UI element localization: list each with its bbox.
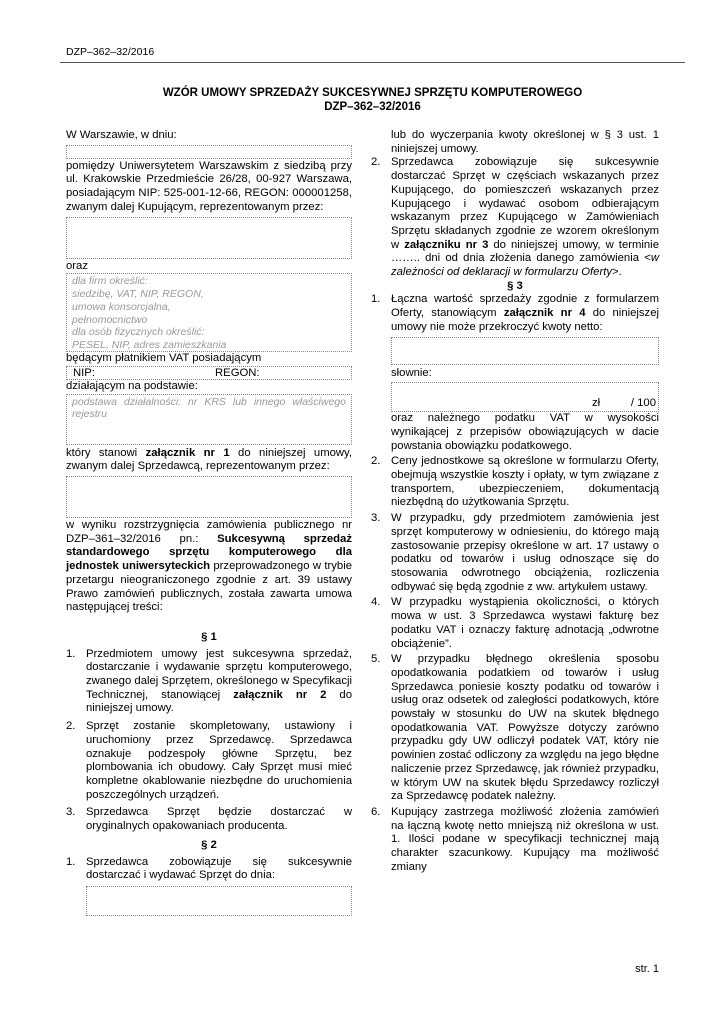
section-3-heading: § 3 bbox=[507, 279, 523, 292]
hint-line: dla osób fizycznych określić: bbox=[72, 326, 205, 339]
seller-details-field[interactable] bbox=[66, 273, 352, 352]
vat-payer-label: będącym płatnikiem VAT posiadającym bbox=[66, 352, 262, 365]
list-item: 2. Sprzęt zostanie skompletowany, ustawiony i uruchomiony przez Sprzedawcę. Sprzedawca oznakuje podzespoły główne Sprzętu, bez plombowania ich obudowy. Cały Sprzęt musi mieć kompletne okablowanie niezbędne do uruchomienia poszczególnych urządzeń. bbox=[66, 720, 352, 801]
acting-basis-field[interactable] bbox=[66, 394, 352, 445]
vat-text: oraz należnego podatku VAT w wysokości wynikającej z przepisów obowiązujących w dacie powstania obowiązku podatkowego. bbox=[391, 412, 659, 452]
list-item: 4. W przypadku wystąpienia okoliczności, o których mowa w ust. 3 Sprzedawca wystawi fakturę bez podatku VAT i oznaczy fakturę adnotacją „odwrotne obciążenie”. bbox=[371, 596, 659, 650]
page-number: str. 1 bbox=[635, 963, 659, 975]
date-field[interactable] bbox=[66, 145, 352, 159]
right-column bbox=[371, 129, 659, 874]
procurement-paragraph: w wyniku rozstrzygnięcia zamówienia publicznego nr DZP–361–32/2016 pn.: Sukcesywną sprzedaż standardowego sprzętu komputerowego dla jednostek uniwersyteckich przeprowadzonego w trybie przetargu nieograniczonego zgodnie z art. 39 ustawy Prawo zamówień publicznych, została zawarta umowa następującej treści: bbox=[66, 519, 352, 614]
acting-basis-hint: podstawa działalności: nr KRS lub innego właściwego rejestru bbox=[72, 395, 346, 421]
document-id: DZP–362–32/2016 bbox=[66, 46, 155, 58]
list-item: 6. Kupujący zastrzega możliwość złożenia zamówień na łączną kwotę netto mniejszą niż określona w ust. 1. Ilości podane w specyfikacji technicznej mają charakter szacunkowy. Kupujący ma możliwość zmiany bbox=[371, 805, 659, 873]
amount-in-words-field[interactable] bbox=[391, 382, 659, 412]
list-item: 1. Sprzedawca zobowiązuje się sukcesywnie dostarczać i wydawać Sprzęt do dnia: bbox=[66, 855, 352, 882]
seller-representative-field[interactable] bbox=[66, 476, 352, 518]
list-item: 2. Ceny jednostkowe są określone w formularzu Oferty, obejmują wszystkie koszty i opłaty, w tym związane z transportem, ubezpieczeniem, dokumentacją niezbędną do użytkowania Sprzętu. bbox=[371, 455, 659, 509]
list-item: 1. Łączna wartość sprzedaży zgodnie z formularzem Oferty, stanowiącym załącznik nr 4 do niniejszej umowy nie może przekroczyć kwoty netto: bbox=[371, 293, 659, 333]
list-item: 2. Sprzedawca zobowiązuje się sukcesywnie dostarczać Sprzęt w częściach wskazanych przez Kupującego, do pomieszczeń wskazanych przez Kupującego i wydawać osobom odbierającym wskazanym przez Kupującego w Zamówieniach Sprzętu składanych zgodnie ze wzorem określonym w załączniku nr 3 do niniejszej umowy, w terminie …….. dni od dnia złożenia danego zamówienia <w zależności od deklaracji w formularzu Oferty>. bbox=[371, 156, 659, 279]
nip-regon-field[interactable] bbox=[66, 366, 352, 380]
hint-line: dla firm określić: bbox=[72, 275, 148, 288]
section-2-heading: § 2 bbox=[201, 838, 217, 851]
net-amount-field[interactable] bbox=[391, 337, 659, 365]
delivery-deadline-field[interactable] bbox=[86, 886, 352, 916]
left-column bbox=[66, 129, 352, 916]
buyer-party: pomiędzy Uniwersytetem Warszawskim z siedzibą przy ul. Krakowskie Przedmieście 26/28, 00-927 Warszawa, posiadającym NIP: 525-001-12-66, REGON: 000001258, zwanym dalej Kupującym, reprezentowanym przez: bbox=[66, 159, 352, 213]
buyer-representative-field[interactable] bbox=[66, 217, 352, 259]
hint-line: umowa konsorcjalna, bbox=[72, 300, 171, 313]
list-item: 5. W przypadku błędnego określenia sposobu opodatkowania podatkiem od towarów i usług Sprzedawca poniesie koszty podatku od towarów i usług oraz odsetek od zaległości podatkowych, które powstały w stosunku do UW na skutek błędnego opodatkowania VAT. Powyższe dotyczy zarówno przypadku gdy UW odliczył podatek VAT, który nie powinien zostać odliczony za względu na jego błędne naliczenie przez Sprzedawcę, jak również przypadku, w którym UW na skutek błędu Sprzedawcy rozliczył za Sprzedawcę podatek należny. bbox=[371, 653, 659, 803]
list-item: 3. Sprzedawca Sprzęt będzie dostarczać w oryginalnych opakowaniach producenta. bbox=[66, 806, 352, 833]
nip-label: NIP: bbox=[73, 366, 95, 379]
continuation-text: lub do wyczerpania kwoty określonej w § 3 ust. 1 niniejszej umowy. bbox=[391, 129, 659, 155]
currency-zl: zł bbox=[592, 396, 601, 409]
regon-label: REGON: bbox=[215, 366, 260, 379]
hint-line: pełnomocnictwo bbox=[72, 313, 148, 326]
hint-line: PESEL, NIP, adres zamieszkania bbox=[72, 339, 227, 352]
section-1-heading: § 1 bbox=[201, 630, 217, 643]
list-item: 3. W przypadku, gdy przedmiotem zamówienia jest sprzęt komputerowy w odniesieniu, do którego mają zastosowanie przepisy określone w art. 17 ustawy o podatku od towarów i usług odnoszące się do stosowania odwrotnego obciążenia, rozliczenia odbywać się będą zgodnie z ww. artykułem ustawy. bbox=[371, 512, 659, 593]
document-title: WZÓR UMOWY SPRZEDAŻY SUKCESYWNEJ SPRZĘTU KOMPUTEROWEGO bbox=[162, 87, 583, 99]
per-hundred: / 100 bbox=[630, 396, 656, 409]
acting-basis-label: działającym na podstawie: bbox=[66, 379, 198, 392]
annex1-paragraph: który stanowi załącznik nr 1 do niniejszej umowy, zwanym dalej Sprzedawcą, reprezentowanym przez: bbox=[66, 446, 352, 473]
oraz-label: oraz bbox=[66, 259, 88, 272]
words-label: słownie: bbox=[391, 366, 432, 379]
list-item: 1. Przedmiotem umowy jest sukcesywna sprzedaż, dostarczanie i wydawanie sprzętu komputerowego, zwanego dalej Sprzętem, określonego w Specyfikacji Technicznej, stanowiącej załącznik nr 2 do niniejszej umowy. bbox=[66, 647, 352, 715]
place-date-label: W Warszawie, w dniu: bbox=[66, 129, 177, 141]
document-subtitle: DZP–362–32/2016 bbox=[324, 101, 421, 113]
hint-line: siedzibę, VAT, NIP, REGON, bbox=[72, 288, 204, 301]
header-rule bbox=[60, 62, 685, 63]
